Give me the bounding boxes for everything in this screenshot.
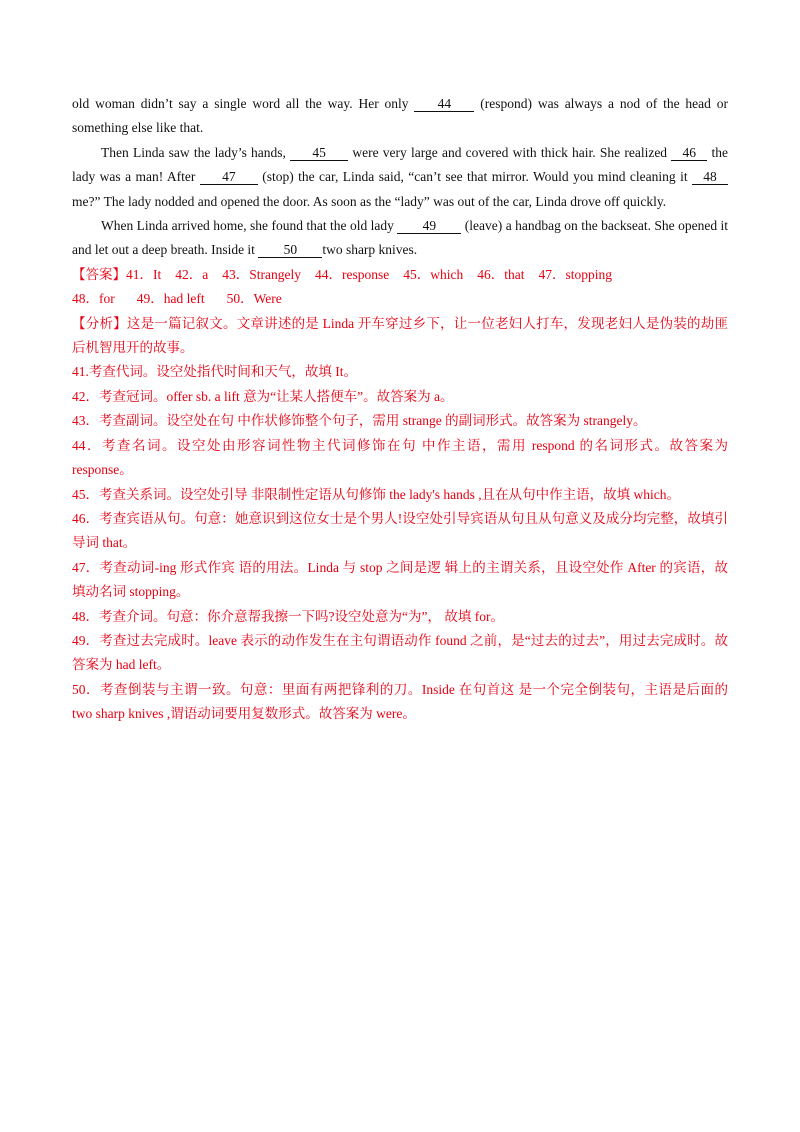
answer-row-1	[72, 263, 728, 287]
analysis-item-48: 48．考查介词。句意：你介意帮我擦一下吗?设空处意为“为”， 故填 for。	[72, 608, 504, 624]
passage-paragraph-1	[72, 92, 728, 141]
blank-49: 49	[397, 218, 461, 234]
blank-48: 48	[692, 169, 728, 185]
analysis-item-45: 45．考查关系词。设空处引导 非限制性定语从句修饰 the lady's hands ,且在从句中作主语，故填 which。	[72, 486, 681, 502]
blank-46: 46	[671, 145, 707, 161]
analysis-item-41: 41.考查代词。设空处指代时间和天气，故填 It。	[72, 364, 357, 380]
passage-text: old woman didn’t say a single word all the way. Her only	[72, 96, 409, 111]
analysis-intro	[72, 312, 728, 361]
passage-text: the lady was a man! After	[72, 144, 728, 185]
passage-paragraph-2	[72, 141, 728, 214]
blank-47: 47	[200, 169, 258, 185]
analysis-intro-text: 这是一篇记叙文。文章讲述的是 Linda 开车穿过乡下，让一位老妇人打车，发现老妇人是伪装的劫匪后机智甩开的故事。	[72, 315, 729, 356]
passage-text: two sharp knives.	[322, 242, 418, 258]
analysis-item-44: 44．考查名词。设空处由形容词性物主代词修饰在句 中作主语，需用 respond 的名词形式。故答案为 response。	[72, 437, 728, 478]
analysis-label: 【分析】	[72, 315, 127, 331]
blank-45: 45	[290, 145, 348, 161]
answer-item: 50．Were	[226, 291, 282, 307]
analysis-item-49: 49．考查过去完成时。leave 表示的动作发生在主句谓语动作 found 之前，是“过去的过去”，用过去完成时。故答案为 had left。	[72, 632, 728, 673]
analysis-item-50: 50．考查倒装与主谓一致。句意：里面有两把锋利的刀。Inside 在句首这 是一个完全倒装句，主语是后面的 two sharp knives ,谓语动词要用复数形式。故答案为 were。	[72, 681, 728, 722]
passage-text: were very large and covered with thick hair. She realized	[352, 144, 668, 160]
answer-item: 45．which	[403, 266, 464, 282]
answer-item: 44．response	[315, 266, 390, 282]
answer-item: 47．stopping	[538, 266, 613, 282]
answer-label: 【答案】	[72, 266, 126, 282]
passage-text: (stop) the car, Linda said, “can’t see that mirror. Would you mind cleaning it	[262, 169, 688, 185]
blank-44: 44	[414, 96, 474, 112]
answer-row-2	[72, 287, 728, 311]
analysis-section	[72, 312, 728, 727]
document-page	[72, 92, 728, 727]
answer-section	[72, 263, 728, 312]
passage-text: Then Linda saw the lady’s hands,	[101, 144, 286, 160]
analysis-item-43: 43．考查副词。设空处在句 中作状修饰整个句子，需用 strange 的副词形式。故答案为 strangely。	[72, 413, 647, 429]
passage-text: (respond) was always a nod of the head or something else like that.	[72, 96, 728, 136]
analysis-item-42: 42．考查冠词。offer sb. a lift 意为“让某人搭便车”。故答案为 a。	[72, 388, 454, 404]
blank-50: 50	[258, 242, 322, 258]
answer-item: 42．a	[175, 266, 209, 282]
answer-item: 41．It	[126, 266, 162, 282]
answer-item: 43．Strangely	[222, 266, 301, 282]
answer-item: 48．for	[72, 291, 115, 307]
analysis-item-46: 46．考查宾语从句。句意：她意识到这位女士是个男人!设空处引导宾语从句且从句意义及成分均完整，故填引导词 that。	[72, 510, 728, 551]
passage-text: (leave) a handbag on the backseat. She opened it and let out a deep breath. Inside it	[72, 218, 729, 258]
answer-item: 46．that	[477, 266, 525, 282]
passage-text: When Linda arrived home, she found that the old lady	[101, 218, 394, 234]
answer-item: 49．had left	[136, 291, 205, 307]
passage-text: me?” The lady nodded and opened the door. As soon as the “lady” was out of the car, Linda drove off quickly.	[72, 193, 667, 209]
passage-paragraph-3	[72, 214, 728, 263]
analysis-item-47: 47．考查动词-ing 形式作宾 语的用法。Linda 与 stop 之间是逻 辑上的主谓关系，且设空处作 After 的宾语，故填动名词 stopping。	[72, 559, 728, 600]
